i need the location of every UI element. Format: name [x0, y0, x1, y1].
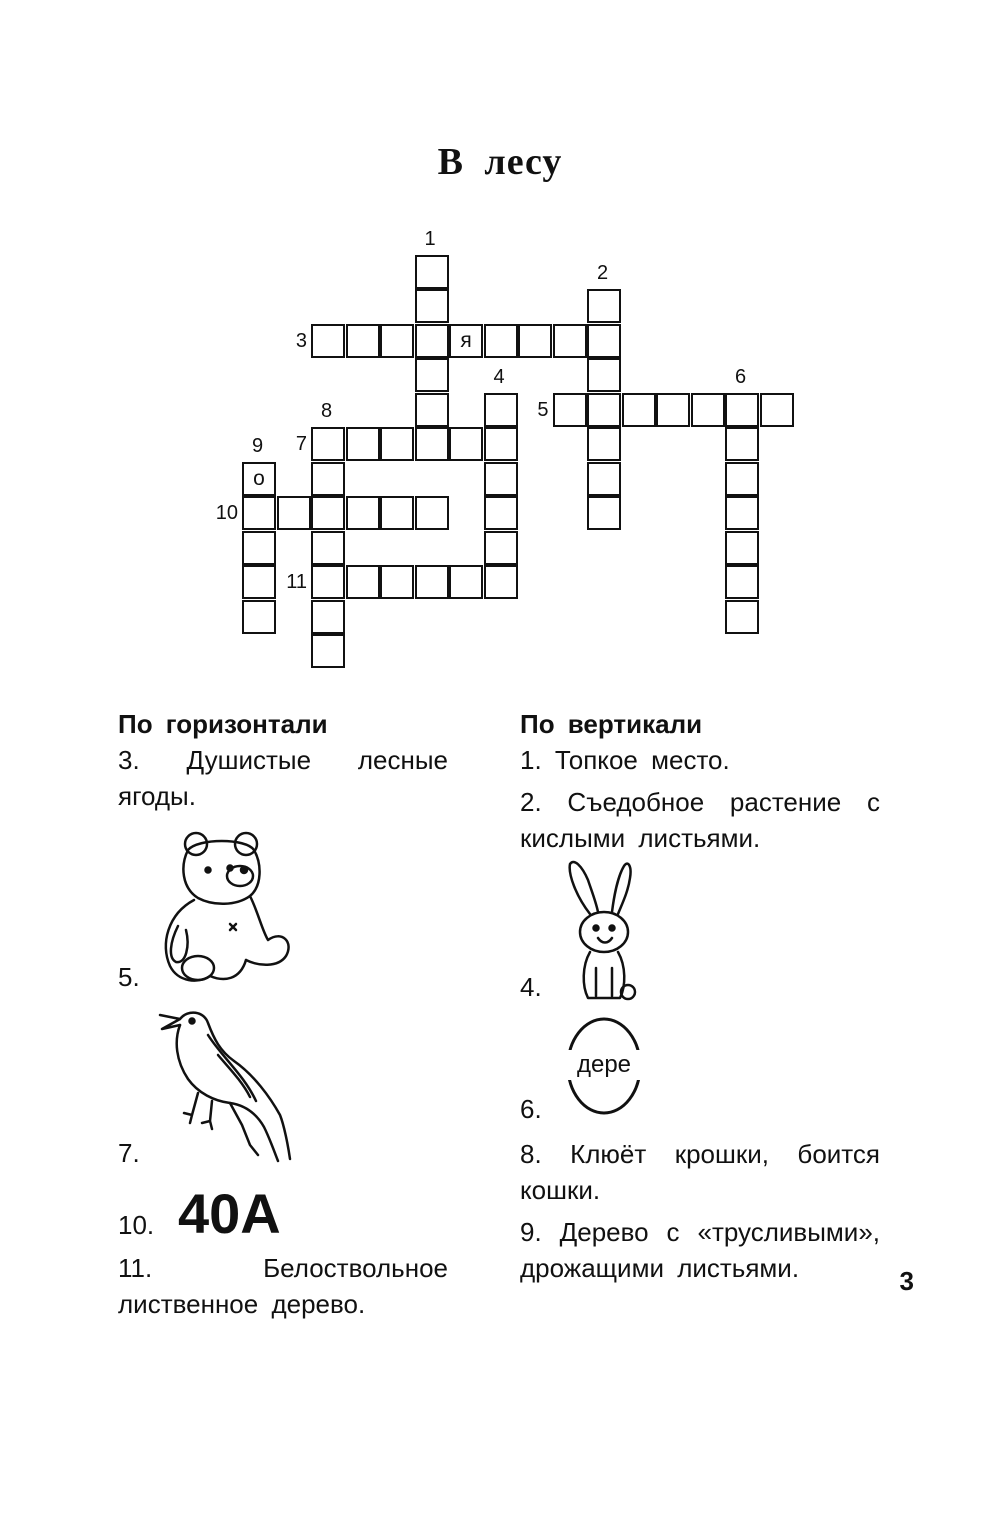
crossword-cell[interactable] [553, 393, 587, 427]
crossword-cell[interactable]: о [242, 462, 276, 496]
clue-number-6: 6 [735, 365, 747, 388]
crossword-cell[interactable] [242, 600, 276, 634]
crossword-cell[interactable] [449, 565, 483, 599]
crossword-cell[interactable] [311, 496, 345, 530]
crossword-cell[interactable] [277, 496, 311, 530]
crossword-cell[interactable] [311, 565, 345, 599]
clue-number-3: 3 [295, 329, 307, 352]
crossword-cell[interactable] [449, 427, 483, 461]
crossword-cell[interactable] [311, 324, 345, 358]
crossword-cell[interactable] [346, 565, 380, 599]
crossword-cell[interactable] [691, 393, 725, 427]
crossword-cell[interactable]: я [449, 324, 483, 358]
crossword-cell[interactable] [484, 462, 518, 496]
crossword-cell[interactable] [484, 393, 518, 427]
clue-down-2: 2. Съедобное растение с кислыми листьями. [520, 787, 880, 853]
clue-across-3: 3. Душистые лесные ягоды. [118, 745, 448, 811]
crossword-cell[interactable] [725, 565, 759, 599]
crossword-cell[interactable] [553, 324, 587, 358]
clue-down-1: 1. Топкое место. [520, 745, 730, 775]
label-down-6: 6. [520, 1094, 542, 1124]
clue-number-10: 10 [215, 502, 238, 524]
crossword-cell[interactable] [622, 393, 656, 427]
crossword-cell[interactable] [415, 427, 449, 461]
crossword-cell[interactable] [587, 462, 621, 496]
crossword-cell[interactable] [242, 531, 276, 565]
crossword-cell[interactable] [725, 427, 759, 461]
crow-picture-icon [158, 1005, 293, 1165]
crossword-cell[interactable] [346, 496, 380, 530]
crossword-cell[interactable] [415, 496, 449, 530]
clue-number-2: 2 [597, 262, 609, 284]
clue-number-4: 4 [493, 365, 505, 388]
crossword-cell[interactable] [242, 565, 276, 599]
crossword-cell[interactable] [518, 324, 552, 358]
down-column-bottom [520, 1136, 880, 1292]
crossword-cell[interactable] [242, 496, 276, 530]
crossword-cell[interactable] [725, 393, 759, 427]
page-number: 3 [899, 1266, 914, 1296]
crossword-cell[interactable] [587, 358, 621, 392]
crossword-cell[interactable] [415, 324, 449, 358]
crossword-cell[interactable] [380, 427, 414, 461]
crossword-cell[interactable] [311, 634, 345, 668]
crossword-cell[interactable] [587, 393, 621, 427]
crossword-cell[interactable] [311, 462, 345, 496]
crossword-cell[interactable] [311, 600, 345, 634]
crossword-cell[interactable] [484, 324, 518, 358]
crossword-cell[interactable] [415, 255, 449, 289]
clue-across-11: 11. Белоствольное лиственное дерево. [118, 1253, 448, 1319]
crossword-cell[interactable] [725, 600, 759, 634]
clue-number-9: 9 [252, 434, 264, 457]
label-across-7: 7. [118, 1138, 140, 1168]
clue-number-1: 1 [424, 227, 436, 250]
crossword-cell[interactable] [415, 289, 449, 323]
hare-picture-icon [566, 856, 646, 1006]
label-down-4: 4. [520, 972, 542, 1002]
across-column-bottom [118, 1250, 448, 1328]
crossword-cell[interactable] [760, 393, 794, 427]
crossword-cell[interactable] [484, 496, 518, 530]
clue-number-5: 5 [537, 398, 549, 421]
crossword-cell[interactable] [380, 496, 414, 530]
crossword-cell[interactable] [380, 565, 414, 599]
clue-number-11: 11 [286, 571, 307, 593]
crossword-cell[interactable] [484, 565, 518, 599]
crossword-cell[interactable] [415, 358, 449, 392]
crossword-cell[interactable] [415, 565, 449, 599]
crossword-grid [0, 0, 1000, 700]
page-title: В лесу [437, 141, 563, 183]
crossword-cell[interactable] [484, 427, 518, 461]
crossword-cell[interactable] [380, 324, 414, 358]
crossword-cell[interactable] [587, 289, 621, 323]
across-heading: По горизонтали [118, 709, 328, 739]
label-across-5: 5. [118, 962, 140, 992]
across-column [118, 706, 448, 820]
crossword-cell[interactable] [415, 393, 449, 427]
down-heading: По вертикали [520, 709, 703, 739]
oval-rebus-text: дере [564, 1050, 644, 1080]
crossword-cell[interactable] [484, 531, 518, 565]
crossword-cell[interactable] [656, 393, 690, 427]
crossword-cell[interactable] [346, 427, 380, 461]
down-column [520, 706, 880, 862]
rebus-across-10: 40А [178, 1182, 281, 1245]
bear-picture-icon [158, 826, 293, 986]
clue-number-8: 8 [321, 400, 333, 422]
crossword-cell[interactable] [587, 427, 621, 461]
crossword-cell[interactable] [725, 531, 759, 565]
label-across-10: 10. [118, 1210, 155, 1240]
crossword-cell[interactable] [346, 324, 380, 358]
clue-number-7: 7 [295, 433, 307, 455]
crossword-cell[interactable] [311, 531, 345, 565]
crossword-cell[interactable] [725, 462, 759, 496]
crossword-cell[interactable] [587, 496, 621, 530]
crossword-cell[interactable] [587, 324, 621, 358]
crossword-cell[interactable] [725, 496, 759, 530]
clue-down-8: 8. Клюёт крошки, боится кошки. [520, 1139, 880, 1205]
clue-down-9: 9. Дерево с «трусливыми», дрожащими листьями. [520, 1217, 880, 1283]
crossword-cell[interactable] [311, 427, 345, 461]
